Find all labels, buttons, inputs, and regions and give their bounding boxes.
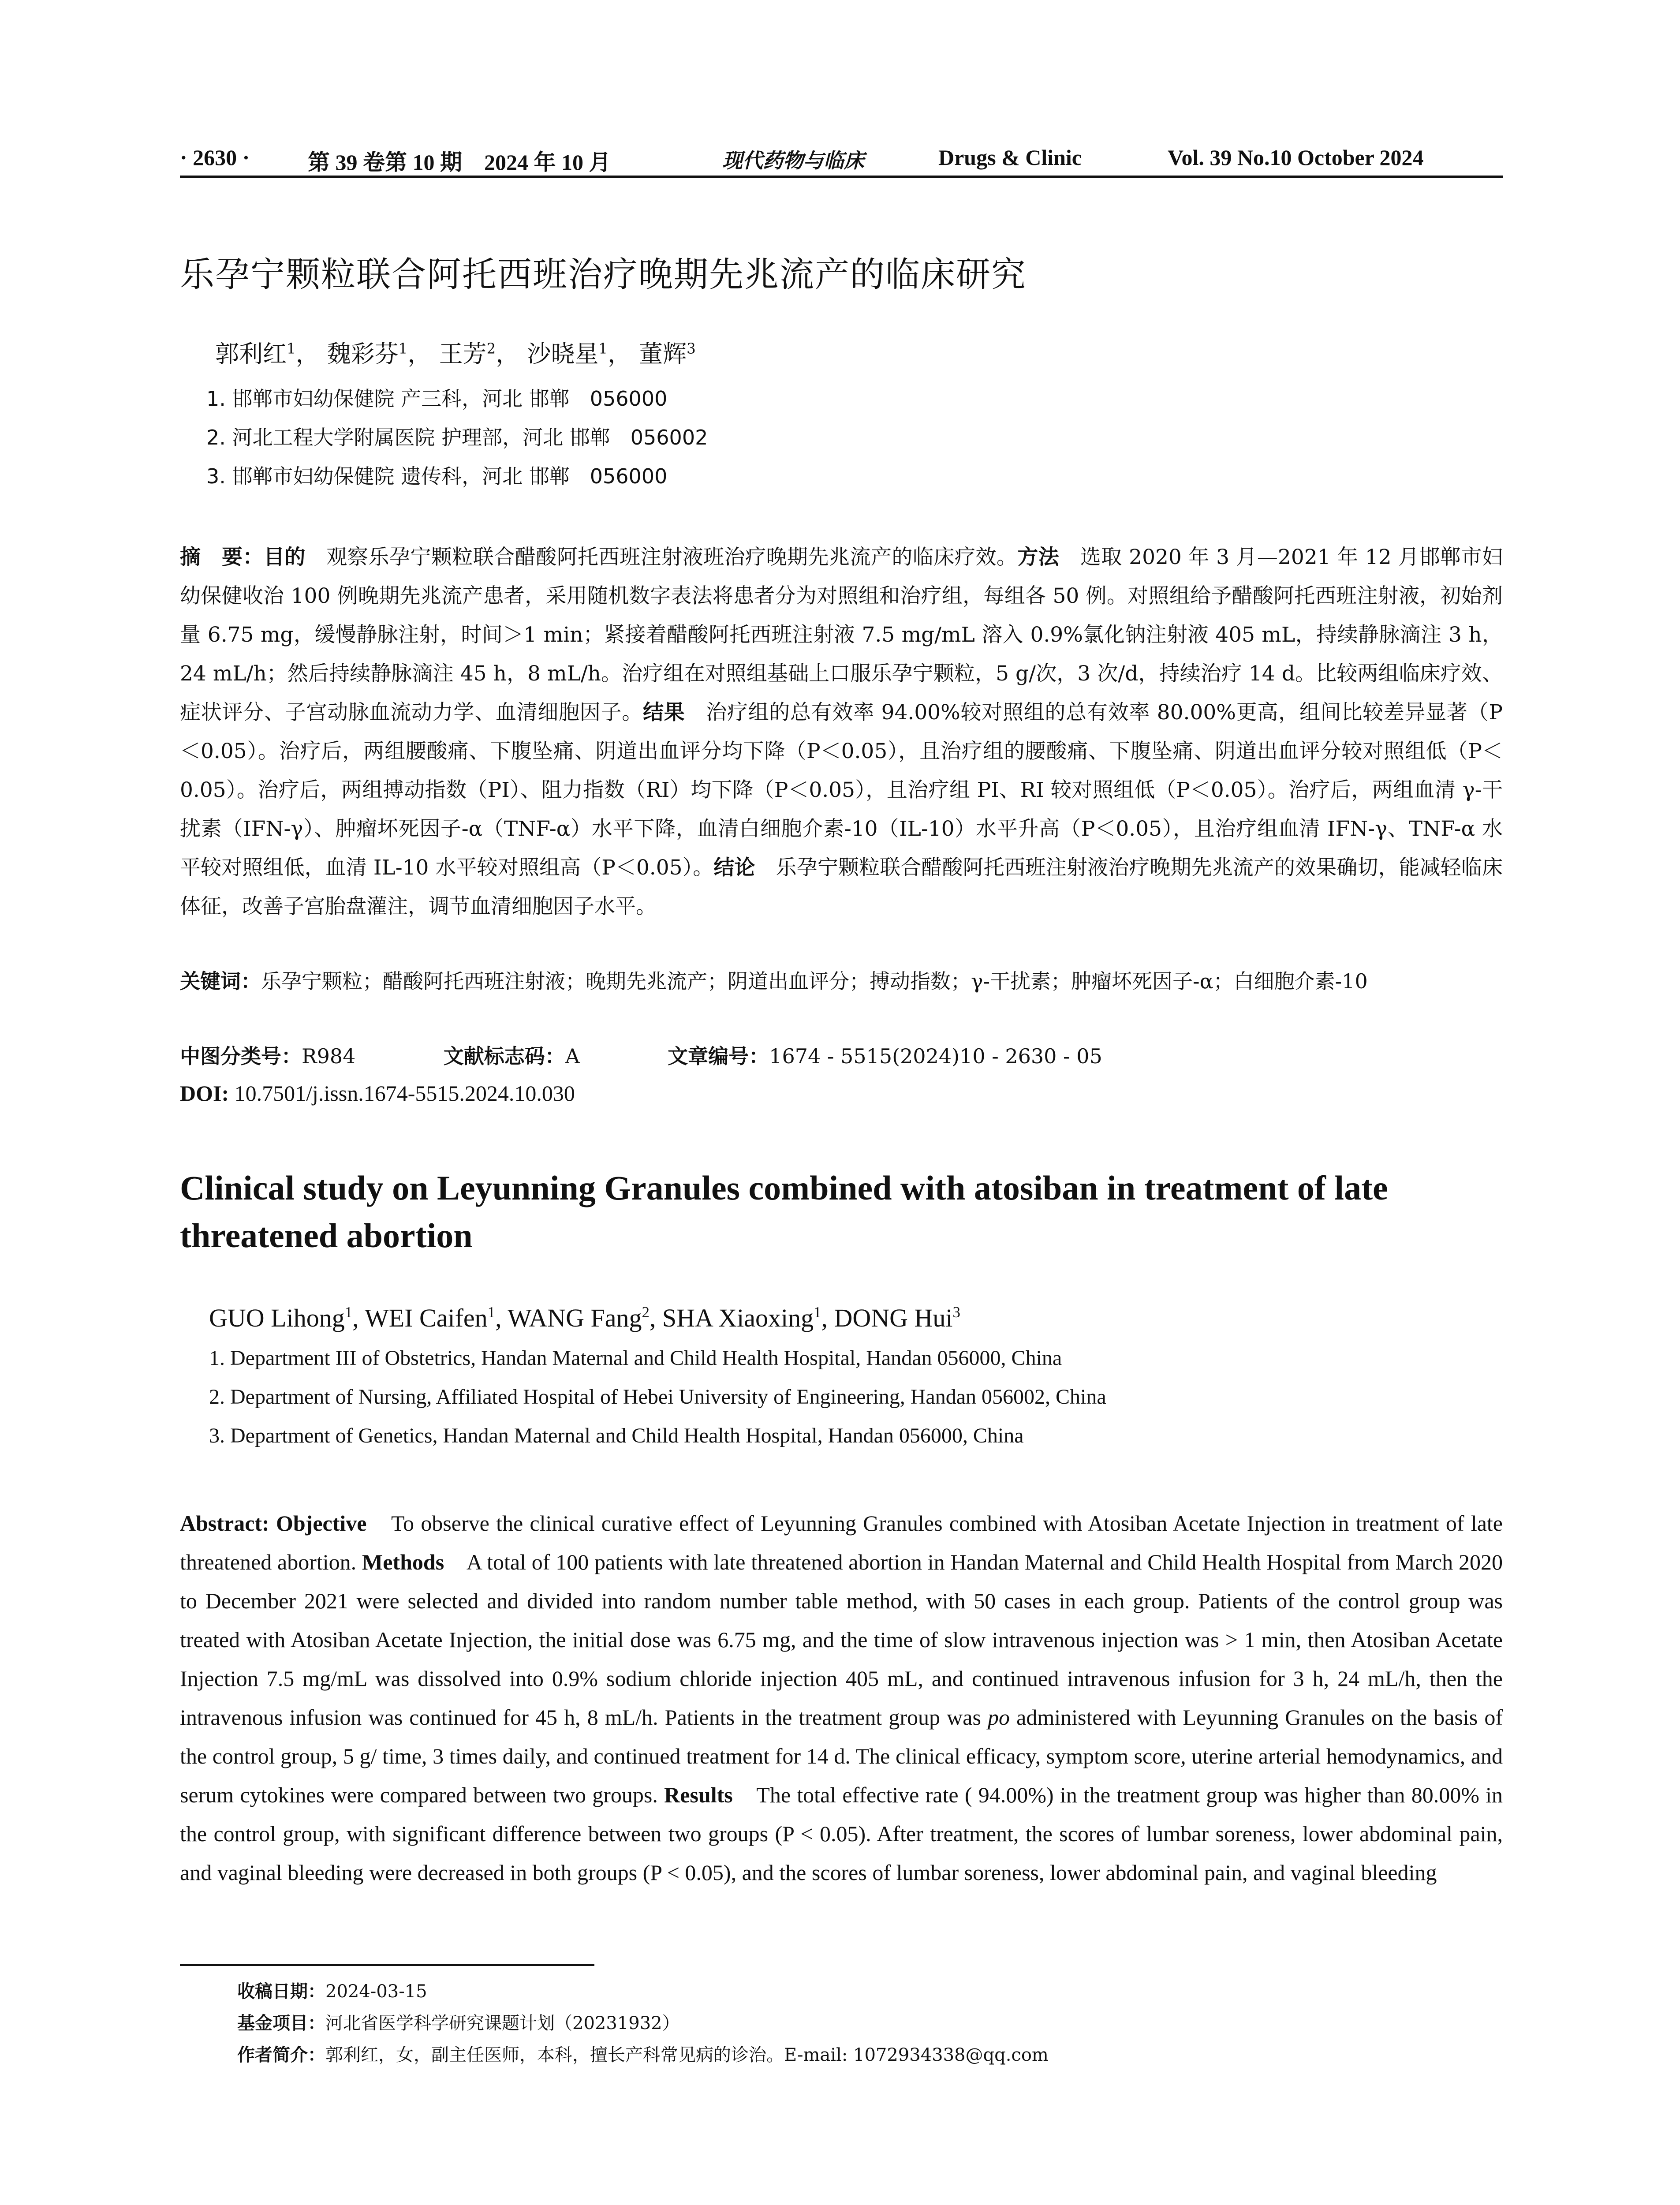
objective-text: To observe the clinical curative effect of Leyunning Granules combined with Atosiban Acetate Injection in treatment of late threatened abortion. bbox=[180, 1511, 1503, 1574]
author-affiliation-mark: 1 bbox=[487, 1304, 496, 1321]
affiliation-zh: 3. 邯郸市妇幼保健院 遗传科，河北 邯郸 056000 bbox=[206, 464, 668, 488]
methods-text-cont: administered with Leyunning Granules on the basis of the control group, 5 g/ time, 3 times daily, and continued treatment for 14 d. The clinical efficacy, symptom score, uterine arterial hemodynamics, and serum cytokines were compared between two groups. bbox=[180, 1705, 1503, 1807]
results-text: 治疗组的总有效率 94.00%较对照组的总有效率 80.00%更高，组间比较差异显著（P＜0.05）。治疗后，两组腰酸痛、下腹坠痛、阴道出血评分均下降（P＜0.05），且治疗组的腰酸痛、下腹坠痛、阴道出血评分较对照组低（P＜0.05）。治疗后，两组搏动指数（PI）、阻力指数（RI）均下降（P＜0.05），且治疗组 PI、RI 较对照组低（P＜0.05）。治疗后，两组血清 γ-干扰素（IFN-γ）、肿瘤坏死因子-α（TNF-α）水平下降，血清白细胞介素-10（IL-10）水平升高（P＜0.05），且治疗组血清 IFN-γ、TNF-α 水平较对照组低，血清 IL-10 水平较对照组高（P＜0.05）。 bbox=[180, 700, 1503, 880]
keywords-zh bbox=[180, 962, 1503, 1000]
doccode-value: A bbox=[565, 1044, 580, 1068]
author-name: 魏彩芬 bbox=[327, 340, 399, 368]
journal-name-zh: 现代药物与临床 bbox=[722, 149, 864, 172]
issue-en: Vol. 39 No.10 October 2024 bbox=[1168, 145, 1424, 170]
author-name: DONG Hui bbox=[834, 1304, 953, 1332]
methods-label: Methods bbox=[362, 1550, 444, 1574]
article-title-en: Clinical study on Leyunning Granules combined with atosiban in treatment of late threatened abortion bbox=[180, 1169, 1388, 1255]
methods-text: A total of 100 patients with late threatened abortion in Handan Maternal and Child Health Hospital from March 2020 to December 2021 were selected and divided into random number table method, with 50 cases in each group. Patients of the control group was treated with Atosiban Acetate Injection, the initial dose was 6.75 mg, and the time of slow intravenous injection was > 1 min, then Atosiban Acetate Injection 7.5 mg/mL was dissolved into 0.9% sodium chloride injection 405 mL, and continued intravenous infusion for 3 h, 24 mL/h, then the intravenous infusion was continued for 45 h, 8 mL/h. Patients in the treatment group was bbox=[180, 1550, 1503, 1730]
affiliation-zh: 1. 邯郸市妇幼保健院 产三科，河北 邯郸 056000 bbox=[206, 387, 668, 411]
article-title-zh: 乐孕宁颗粒联合阿托西班治疗晚期先兆流产的临床研究 bbox=[180, 255, 1027, 295]
footnote-author bbox=[237, 2041, 1049, 2066]
author-affiliation-mark: 3 bbox=[687, 340, 696, 357]
methods-text: 选取 2020 年 3 月—2021 年 12 月邯郸市妇幼保健收治 100 例晚期先兆流产患者，采用随机数字表法将患者分为对照组和治疗组，每组各 50 例。对照组给予醋酸阿托西班注射液，初始剂量 6.75 mg，缓慢静脉注射，时间＞1 min；紧接着醋酸阿托西班注射液 7.5 mg/mL 溶入 0.9%氯化钠注射液 405 mL，持续静脉滴注 3 h，24 mL/h；然后持续静脉滴注 45 h，8 mL/h。治疗组在对照组基础上口服乐孕宁颗粒，5 g/次，3 次/d，持续治疗 14 d。比较两组临床疗效、症状评分、子宫动脉血流动力学、血清细胞因子。 bbox=[180, 545, 1503, 725]
author-name: 郭利红 bbox=[215, 340, 287, 368]
results-text: The total effective rate ( 94.00%) in the treatment group was higher than 80.00% in the control group, with significant difference between two groups (P < 0.05). After treatment, the scores of lumbar soreness, lower abdominal pain, and vaginal bleeding were decreased in both groups (P < 0.05), and the scores of lumbar soreness, lower abdominal pain, and vaginal bleeding bbox=[180, 1783, 1503, 1885]
page-number: · 2630 · bbox=[180, 145, 250, 170]
affiliation-en: 1. Department III of Obstetrics, Handan Maternal and Child Health Hospital, Handan 056000, China bbox=[209, 1346, 1062, 1370]
results-label: 结果 bbox=[642, 700, 685, 725]
affiliation-en: 3. Department of Genetics, Handan Maternal and Child Health Hospital, Handan 056000, China bbox=[209, 1424, 1024, 1447]
results-label: Results bbox=[664, 1783, 733, 1807]
classification-line bbox=[180, 1037, 1503, 1075]
articleno-label: 文章编号： bbox=[668, 1044, 769, 1068]
footnote-fund bbox=[237, 2009, 680, 2034]
conclusion-text: 乐孕宁颗粒联合醋酸阿托西班注射液治疗晚期先兆流产的效果确切，能减轻临床体征，改善子宫胎盘灌注，调节血清细胞因子水平。 bbox=[180, 856, 1503, 919]
author-affiliation-mark: 1 bbox=[814, 1304, 821, 1321]
journal-name-en: Drugs & Clinic bbox=[938, 145, 1082, 170]
affiliation-zh: 2. 河北工程大学附属医院 护理部，河北 邯郸 056002 bbox=[206, 426, 708, 449]
header-rule bbox=[180, 176, 1503, 178]
doccode-label: 文献标志码： bbox=[443, 1044, 565, 1068]
author-list-zh: 郭利红$^1$， 魏彩芬$^1$， 王芳$^2$， 沙晓星$^1$， 董辉$^3$ bbox=[215, 340, 696, 368]
author-affiliation-mark: 1 bbox=[344, 1304, 353, 1321]
fund-text: 河北省医学科学研究课题计划（20231932） bbox=[325, 2013, 680, 2033]
methods-route: po bbox=[988, 1705, 1010, 1730]
keywords-label: 关键词： bbox=[180, 969, 261, 993]
author-affiliation-mark: 1 bbox=[598, 340, 608, 357]
issue-zh: 第 39 卷第 10 期 2024 年 10 月 bbox=[308, 150, 611, 175]
author-bio-text: 郭利红，女，副主任医师，本科，擅长产科常见病的诊治。E-mail: 1072934338@qq.com bbox=[325, 2045, 1049, 2065]
author-name: WANG Fang bbox=[508, 1304, 642, 1332]
doi-label: DOI: bbox=[180, 1081, 229, 1106]
author-name: WEI Caifen bbox=[365, 1304, 488, 1332]
author-bio-label: 作者简介： bbox=[237, 2045, 325, 2065]
abstract-label: Abstract: Objective bbox=[180, 1511, 367, 1536]
author-affiliation-mark: 3 bbox=[952, 1304, 960, 1321]
clc-label: 中图分类号： bbox=[180, 1044, 302, 1068]
author-name: 王芳 bbox=[439, 340, 487, 368]
doi-value: 10.7501/j.issn.1674-5515.2024.10.030 bbox=[234, 1081, 575, 1106]
author-affiliation-mark: 1 bbox=[398, 340, 408, 357]
abstract-en bbox=[180, 1504, 1503, 1892]
author-affiliation-mark: 1 bbox=[287, 340, 296, 357]
received-label: 收稿日期： bbox=[237, 1981, 325, 2002]
clc-value: R984 bbox=[302, 1044, 356, 1068]
author-list-en: GUO Lihong$^1$, WEI Caifen$^1$, WANG Fang$^2$, SHA Xiaoxing$^1$, DONG Hui$^3$ bbox=[209, 1304, 960, 1332]
conclusion-label: 结论 bbox=[713, 856, 755, 880]
author-name: SHA Xiaoxing bbox=[662, 1304, 814, 1332]
objective-label: 目的 bbox=[263, 545, 306, 569]
objective-text: 观察乐孕宁颗粒联合醋酸阿托西班注射液班治疗晚期先兆流产的临床疗效。 bbox=[305, 545, 1018, 569]
author-name: GUO Lihong bbox=[209, 1304, 345, 1332]
author-name: 沙晓星 bbox=[527, 340, 599, 368]
methods-label: 方法 bbox=[1017, 545, 1060, 569]
doi-line bbox=[180, 1074, 1503, 1112]
author-name: 董辉 bbox=[639, 340, 687, 368]
received-date: 2024-03-15 bbox=[325, 1981, 427, 2002]
footnote-received bbox=[237, 1977, 427, 2003]
abstract-zh bbox=[180, 538, 1503, 926]
affiliation-en: 2. Department of Nursing, Affiliated Hospital of Hebei University of Engineering, Handan 056002, China bbox=[209, 1385, 1106, 1409]
keywords-text: 乐孕宁颗粒；醋酸阿托西班注射液；晚期先兆流产；阴道出血评分；搏动指数；γ-干扰素；肿瘤坏死因子-α；白细胞介素-10 bbox=[261, 969, 1368, 993]
articleno-value: 1674 - 5515(2024)10 - 2630 - 05 bbox=[769, 1044, 1102, 1068]
fund-label: 基金项目： bbox=[237, 2013, 325, 2033]
running-header bbox=[180, 140, 1503, 176]
abstract-label: 摘 要： bbox=[180, 545, 264, 569]
author-affiliation-mark: 2 bbox=[642, 1304, 650, 1321]
footnote-rule bbox=[180, 1964, 594, 1966]
author-affiliation-mark: 2 bbox=[486, 340, 496, 357]
